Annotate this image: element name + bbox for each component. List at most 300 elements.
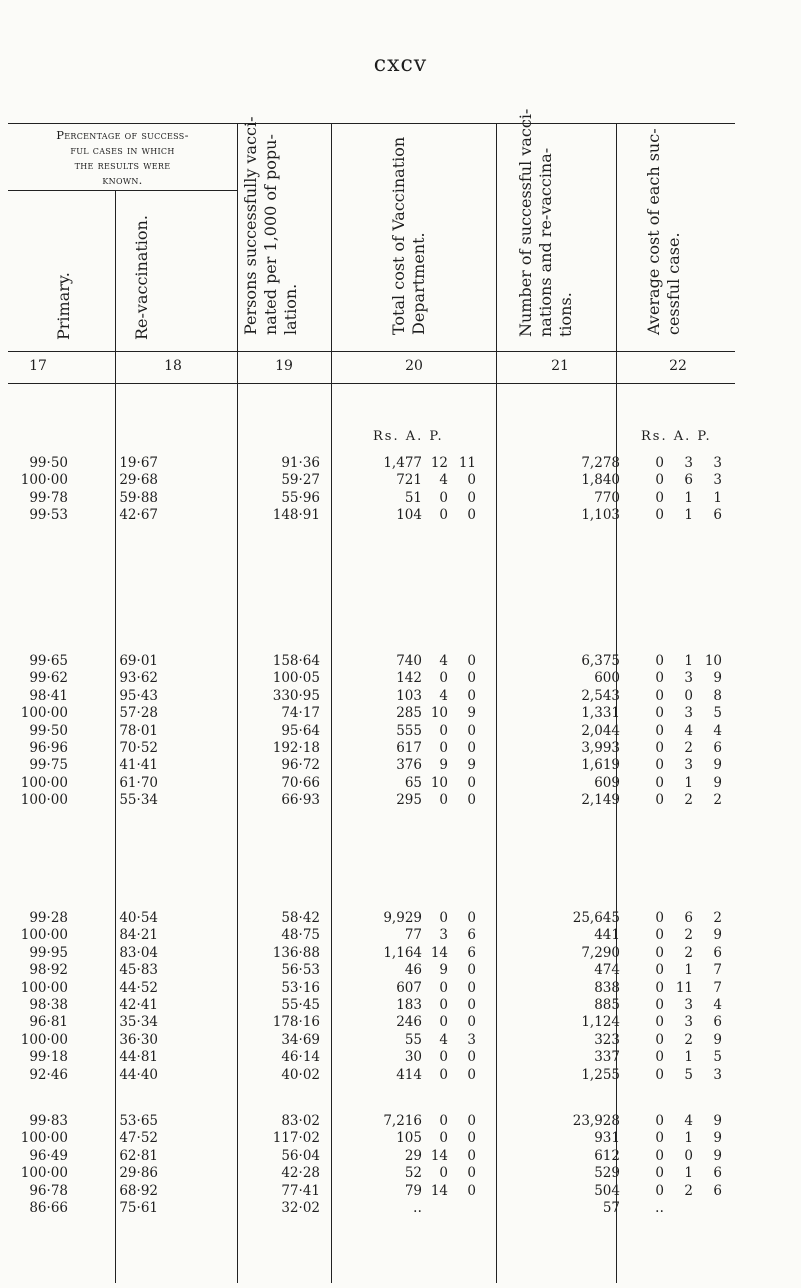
total-cost-pies-cell: 3 bbox=[467, 1031, 476, 1048]
table-row bbox=[8, 455, 735, 472]
total-cost-annas-cell: 0 bbox=[439, 722, 448, 739]
successful-vaccinations-cell: 441 bbox=[594, 927, 620, 944]
total-cost-rupees-cell: 7,216 bbox=[383, 1113, 422, 1129]
average-cost-pies-cell: 3 bbox=[713, 1066, 722, 1083]
average-cost-annas-cell: 2 bbox=[684, 792, 693, 809]
average-cost-annas-cell: 3 bbox=[684, 705, 693, 722]
successful-vaccinations-cell: 2,543 bbox=[581, 687, 620, 704]
table-row bbox=[8, 1165, 735, 1182]
average-cost-rupees-cell: 0 bbox=[655, 722, 664, 739]
successful-vaccinations-cell: 931 bbox=[594, 1130, 620, 1147]
total-cost-annas-cell: 0 bbox=[439, 1165, 448, 1182]
total-cost-rupees-cell: 607 bbox=[396, 979, 422, 996]
per-thousand-cell: 42·28 bbox=[281, 1165, 320, 1182]
average-cost-annas-cell: 1 bbox=[684, 774, 693, 791]
average-cost-pies-cell: 2 bbox=[713, 792, 722, 809]
revaccination-percent-cell: 55·34 bbox=[119, 792, 158, 809]
successful-vaccinations-cell: 7,290 bbox=[581, 944, 620, 961]
successful-vaccinations-cell: 474 bbox=[594, 962, 620, 979]
average-cost-pies-cell: 6 bbox=[713, 1014, 722, 1031]
col-number: 17 bbox=[29, 358, 47, 374]
total-cost-rupees-cell: 29 bbox=[404, 1147, 422, 1164]
total-cost-pies-cell: 0 bbox=[467, 1014, 476, 1031]
total-cost-pies-cell: 9 bbox=[467, 757, 476, 774]
average-cost-rupees-cell: ‥ bbox=[654, 1200, 664, 1216]
average-cost-pies-cell: 5 bbox=[713, 705, 722, 722]
total-cost-pies-cell: 11 bbox=[458, 455, 476, 471]
average-cost-annas-cell: 4 bbox=[684, 1113, 693, 1129]
average-cost-pies-cell: 9 bbox=[713, 927, 722, 944]
successful-vaccinations-cell: 1,331 bbox=[581, 705, 620, 722]
successful-vaccinations-cell: 1,255 bbox=[581, 1066, 620, 1083]
total-cost-rupees-cell: 105 bbox=[396, 1130, 422, 1147]
total-cost-annas-cell: 0 bbox=[439, 740, 448, 756]
average-cost-pies-cell: 5 bbox=[713, 1049, 722, 1066]
average-cost-annas-cell: 6 bbox=[684, 472, 693, 489]
col21-title bbox=[516, 109, 576, 337]
colnum-bottom-rule bbox=[8, 383, 735, 384]
revaccination-percent-cell: 40·54 bbox=[119, 910, 158, 926]
top-rule bbox=[8, 123, 735, 124]
average-cost-rupees-cell: 0 bbox=[655, 1014, 664, 1031]
average-cost-rupees-cell: 0 bbox=[655, 653, 664, 669]
revaccination-percent-cell: 47·52 bbox=[119, 1130, 158, 1147]
average-cost-annas-cell: 0 bbox=[684, 1147, 693, 1164]
primary-percent-cell: 100·00 bbox=[20, 927, 68, 944]
col-number: 21 bbox=[551, 358, 569, 374]
table-row bbox=[8, 1067, 735, 1084]
average-cost-annas-cell: 3 bbox=[684, 997, 693, 1013]
table-row bbox=[8, 927, 735, 944]
group-header-line: the results were bbox=[74, 158, 171, 172]
average-cost-pies-cell: 10 bbox=[704, 653, 722, 669]
average-cost-annas-cell: 2 bbox=[684, 1031, 693, 1048]
per-thousand-cell: 95·64 bbox=[281, 722, 320, 739]
table-row bbox=[8, 670, 735, 687]
successful-vaccinations-cell: 609 bbox=[594, 774, 620, 791]
total-cost-pies-cell: 0 bbox=[467, 1113, 476, 1129]
per-thousand-cell: 58·42 bbox=[281, 910, 320, 926]
per-thousand-cell: 32·02 bbox=[281, 1200, 320, 1216]
average-cost-pies-cell: 9 bbox=[713, 670, 722, 687]
successful-vaccinations-cell: 838 bbox=[594, 979, 620, 996]
revaccination-percent-cell: 36·30 bbox=[119, 1031, 158, 1048]
average-cost-rupees-cell: 0 bbox=[655, 1130, 664, 1147]
table-row bbox=[8, 1049, 735, 1066]
total-cost-annas-cell: 0 bbox=[439, 670, 448, 687]
per-thousand-cell: 56·04 bbox=[281, 1147, 320, 1164]
total-cost-pies-cell: 0 bbox=[467, 792, 476, 809]
group-header-line: known. bbox=[102, 173, 143, 187]
revaccination-percent-cell: 45·83 bbox=[119, 962, 158, 979]
total-cost-rupees-cell: 285 bbox=[396, 705, 422, 722]
per-thousand-cell: 59·27 bbox=[281, 472, 320, 489]
total-cost-annas-cell: 0 bbox=[439, 1066, 448, 1083]
total-cost-rupees-cell: 414 bbox=[396, 1066, 422, 1083]
primary-percent-cell: 99·28 bbox=[29, 910, 68, 926]
total-cost-annas-cell: 0 bbox=[439, 792, 448, 809]
total-cost-annas-cell: 0 bbox=[439, 1014, 448, 1031]
primary-percent-cell: 99·65 bbox=[29, 653, 68, 669]
col20-title-line: Total cost of Vaccination bbox=[389, 136, 408, 335]
average-cost-annas-cell: 1 bbox=[684, 1130, 693, 1147]
per-thousand-cell: 117·02 bbox=[272, 1130, 320, 1147]
average-cost-annas-cell: 5 bbox=[684, 1066, 693, 1083]
revaccination-percent-cell: 53·65 bbox=[119, 1113, 158, 1129]
average-cost-rupees-cell: 0 bbox=[655, 944, 664, 961]
table-row bbox=[8, 945, 735, 962]
total-cost-pies-cell: 0 bbox=[467, 740, 476, 756]
total-cost-pies-cell: 0 bbox=[467, 1130, 476, 1147]
average-cost-rupees-cell: 0 bbox=[655, 1066, 664, 1083]
per-thousand-cell: 100·05 bbox=[272, 670, 320, 687]
total-cost-annas-cell: 4 bbox=[439, 1031, 448, 1048]
total-cost-rupees-cell: ‥ bbox=[412, 1200, 422, 1216]
col21-title-line: Number of successful vacci- bbox=[516, 108, 535, 337]
table-row bbox=[8, 792, 735, 809]
total-cost-annas-cell: 14 bbox=[430, 1147, 448, 1164]
per-thousand-cell: 192·18 bbox=[272, 740, 320, 756]
per-thousand-cell: 178·16 bbox=[272, 1014, 320, 1031]
total-cost-annas-cell: 0 bbox=[439, 507, 448, 524]
total-cost-annas-cell: 0 bbox=[439, 910, 448, 926]
revaccination-percent-cell: 29·86 bbox=[119, 1165, 158, 1182]
total-cost-annas-cell: 14 bbox=[430, 1182, 448, 1199]
revaccination-percent-cell: 42·41 bbox=[119, 997, 158, 1013]
successful-vaccinations-cell: 770 bbox=[594, 489, 620, 506]
primary-percent-cell: 100·00 bbox=[20, 1130, 68, 1147]
per-thousand-cell: 77·41 bbox=[281, 1182, 320, 1199]
total-cost-pies-cell: 0 bbox=[467, 962, 476, 979]
col20-title bbox=[389, 137, 429, 335]
table-row bbox=[8, 1130, 735, 1147]
average-cost-pies-cell: 7 bbox=[713, 962, 722, 979]
total-cost-annas-cell: 4 bbox=[439, 472, 448, 489]
primary-percent-cell: 99·78 bbox=[29, 489, 68, 506]
average-cost-pies-cell: 6 bbox=[713, 1182, 722, 1199]
revaccination-percent-cell: 44·81 bbox=[119, 1049, 158, 1066]
revaccination-percent-cell: 95·43 bbox=[119, 687, 158, 704]
average-cost-annas-cell: 2 bbox=[684, 1182, 693, 1199]
average-cost-rupees-cell: 0 bbox=[655, 910, 664, 926]
revaccination-percent-cell: 44·40 bbox=[119, 1066, 158, 1083]
average-cost-annas-cell: 1 bbox=[684, 507, 693, 524]
primary-percent-cell: 100·00 bbox=[20, 792, 68, 809]
primary-percent-cell: 100·00 bbox=[20, 472, 68, 489]
average-cost-annas-cell: 0 bbox=[684, 687, 693, 704]
group-header-line: ful cases in which bbox=[70, 143, 175, 157]
total-cost-rupees-cell: 1,477 bbox=[383, 455, 422, 471]
average-cost-rupees-cell: 0 bbox=[655, 455, 664, 471]
primary-percent-cell: 99·75 bbox=[29, 757, 68, 774]
average-cost-rupees-cell: 0 bbox=[655, 792, 664, 809]
primary-percent-cell: 99·18 bbox=[29, 1049, 68, 1066]
average-cost-rupees-cell: 0 bbox=[655, 705, 664, 722]
unit-rupees-annas-pies: Rs. A. P. bbox=[641, 429, 712, 444]
col-number: 18 bbox=[164, 358, 182, 374]
primary-percent-cell: 100·00 bbox=[20, 1031, 68, 1048]
per-thousand-cell: 96·72 bbox=[281, 757, 320, 774]
average-cost-rupees-cell: 0 bbox=[655, 979, 664, 996]
total-cost-pies-cell: 0 bbox=[467, 687, 476, 704]
average-cost-pies-cell: 3 bbox=[713, 455, 722, 471]
revaccination-percent-cell: 69·01 bbox=[119, 653, 158, 669]
vaccination-table bbox=[8, 108, 735, 1283]
table-row bbox=[8, 653, 735, 670]
successful-vaccinations-cell: 2,044 bbox=[581, 722, 620, 739]
average-cost-annas-cell: 1 bbox=[684, 962, 693, 979]
col22-title-line: cessful case. bbox=[664, 232, 683, 335]
primary-percent-cell: 98·38 bbox=[29, 997, 68, 1013]
revaccination-percent-cell: 70·52 bbox=[119, 740, 158, 756]
total-cost-pies-cell: 0 bbox=[467, 1147, 476, 1164]
average-cost-rupees-cell: 0 bbox=[655, 774, 664, 791]
primary-percent-cell: 99·50 bbox=[29, 455, 68, 471]
successful-vaccinations-cell: 600 bbox=[594, 670, 620, 687]
total-cost-rupees-cell: 52 bbox=[404, 1165, 422, 1182]
col19-title-line: Persons successfully vacci- bbox=[241, 116, 260, 335]
per-thousand-cell: 56·53 bbox=[281, 962, 320, 979]
per-thousand-cell: 46·14 bbox=[281, 1049, 320, 1066]
col-number: 19 bbox=[275, 358, 293, 374]
total-cost-pies-cell: 9 bbox=[467, 705, 476, 722]
table-row bbox=[8, 997, 735, 1014]
table-row bbox=[8, 490, 735, 507]
revaccination-percent-cell: 41·41 bbox=[119, 757, 158, 774]
total-cost-annas-cell: 0 bbox=[439, 997, 448, 1013]
average-cost-annas-cell: 6 bbox=[684, 910, 693, 926]
total-cost-annas-cell: 14 bbox=[430, 944, 448, 961]
primary-percent-cell: 99·83 bbox=[29, 1113, 68, 1129]
header-bottom-rule bbox=[8, 351, 735, 352]
col19-title bbox=[241, 116, 301, 335]
primary-percent-cell: 99·62 bbox=[29, 670, 68, 687]
average-cost-pies-cell: 9 bbox=[713, 1130, 722, 1147]
average-cost-pies-cell: 9 bbox=[713, 1147, 722, 1164]
average-cost-rupees-cell: 0 bbox=[655, 1182, 664, 1199]
primary-percent-cell: 100·00 bbox=[20, 1165, 68, 1182]
average-cost-rupees-cell: 0 bbox=[655, 1113, 664, 1129]
table-row bbox=[8, 775, 735, 792]
primary-percent-cell: 92·46 bbox=[29, 1066, 68, 1083]
average-cost-pies-cell: 9 bbox=[713, 774, 722, 791]
successful-vaccinations-cell: 57 bbox=[602, 1200, 620, 1216]
group-header bbox=[8, 128, 237, 188]
col21-title-line: tions. bbox=[556, 292, 575, 337]
average-cost-pies-cell: 4 bbox=[713, 722, 722, 739]
successful-vaccinations-cell: 25,645 bbox=[572, 910, 620, 926]
total-cost-pies-cell: 0 bbox=[467, 472, 476, 489]
table-row bbox=[8, 472, 735, 489]
successful-vaccinations-cell: 6,375 bbox=[581, 653, 620, 669]
total-cost-pies-cell: 6 bbox=[467, 944, 476, 961]
total-cost-pies-cell: 0 bbox=[467, 979, 476, 996]
average-cost-rupees-cell: 0 bbox=[655, 670, 664, 687]
average-cost-pies-cell: 3 bbox=[713, 472, 722, 489]
revaccination-percent-cell: 68·92 bbox=[119, 1182, 158, 1199]
primary-percent-cell: 98·92 bbox=[29, 962, 68, 979]
table-row bbox=[8, 757, 735, 774]
per-thousand-cell: 136·88 bbox=[272, 944, 320, 961]
revaccination-percent-cell: 83·04 bbox=[119, 944, 158, 961]
revaccination-percent-cell: 59·88 bbox=[119, 489, 158, 506]
table-row bbox=[8, 740, 735, 757]
revaccination-percent-cell: 62·81 bbox=[119, 1147, 158, 1164]
table-row bbox=[8, 910, 735, 927]
primary-percent-cell: 99·50 bbox=[29, 722, 68, 739]
col22-title-line: Average cost of each suc- bbox=[644, 128, 663, 335]
successful-vaccinations-cell: 323 bbox=[594, 1031, 620, 1048]
total-cost-pies-cell: 0 bbox=[467, 670, 476, 687]
table-row bbox=[8, 1032, 735, 1049]
average-cost-rupees-cell: 0 bbox=[655, 927, 664, 944]
average-cost-rupees-cell: 0 bbox=[655, 962, 664, 979]
table-row bbox=[8, 1183, 735, 1200]
primary-percent-cell: 96·49 bbox=[29, 1147, 68, 1164]
per-thousand-cell: 74·17 bbox=[281, 705, 320, 722]
total-cost-rupees-cell: 740 bbox=[396, 653, 422, 669]
revaccination-percent-cell: 44·52 bbox=[119, 979, 158, 996]
total-cost-annas-cell: 12 bbox=[430, 455, 448, 471]
total-cost-rupees-cell: 376 bbox=[396, 757, 422, 774]
primary-percent-cell: 98·41 bbox=[29, 687, 68, 704]
per-thousand-cell: 70·66 bbox=[281, 774, 320, 791]
average-cost-rupees-cell: 0 bbox=[655, 1165, 664, 1182]
total-cost-pies-cell: 0 bbox=[467, 1049, 476, 1066]
revaccination-percent-cell: 57·28 bbox=[119, 705, 158, 722]
table-row bbox=[8, 688, 735, 705]
average-cost-annas-cell: 1 bbox=[684, 489, 693, 506]
successful-vaccinations-cell: 2,149 bbox=[581, 792, 620, 809]
average-cost-annas-cell: 1 bbox=[684, 653, 693, 669]
total-cost-annas-cell: 0 bbox=[439, 1130, 448, 1147]
total-cost-rupees-cell: 55 bbox=[404, 1031, 422, 1048]
successful-vaccinations-cell: 1,840 bbox=[581, 472, 620, 489]
revaccination-percent-cell: 35·34 bbox=[119, 1014, 158, 1031]
total-cost-annas-cell: 10 bbox=[430, 774, 448, 791]
total-cost-rupees-cell: 1,164 bbox=[383, 944, 422, 961]
revaccination-percent-cell: 78·01 bbox=[119, 722, 158, 739]
total-cost-rupees-cell: 103 bbox=[396, 687, 422, 704]
total-cost-rupees-cell: 104 bbox=[396, 507, 422, 524]
successful-vaccinations-cell: 1,103 bbox=[581, 507, 620, 524]
total-cost-rupees-cell: 77 bbox=[404, 927, 422, 944]
average-cost-pies-cell: 6 bbox=[713, 507, 722, 524]
total-cost-annas-cell: 0 bbox=[439, 489, 448, 506]
unit-rupees-annas-pies: Rs. A. P. bbox=[373, 429, 444, 444]
per-thousand-cell: 66·93 bbox=[281, 792, 320, 809]
average-cost-pies-cell: 9 bbox=[713, 1113, 722, 1129]
successful-vaccinations-cell: 504 bbox=[594, 1182, 620, 1199]
average-cost-pies-cell: 1 bbox=[713, 489, 722, 506]
primary-percent-cell: 100·00 bbox=[20, 705, 68, 722]
total-cost-annas-cell: 3 bbox=[439, 927, 448, 944]
revaccination-percent-cell: 19·67 bbox=[119, 455, 158, 471]
average-cost-pies-cell: 6 bbox=[713, 740, 722, 756]
successful-vaccinations-cell: 1,619 bbox=[581, 757, 620, 774]
table-row bbox=[8, 980, 735, 997]
average-cost-rupees-cell: 0 bbox=[655, 687, 664, 704]
per-thousand-cell: 330·95 bbox=[272, 687, 320, 704]
average-cost-annas-cell: 2 bbox=[684, 740, 693, 756]
average-cost-annas-cell: 3 bbox=[684, 455, 693, 471]
average-cost-pies-cell: 7 bbox=[713, 979, 722, 996]
average-cost-pies-cell: 8 bbox=[713, 687, 722, 704]
average-cost-annas-cell: 2 bbox=[684, 944, 693, 961]
average-cost-rupees-cell: 0 bbox=[655, 489, 664, 506]
average-cost-rupees-cell: 0 bbox=[655, 997, 664, 1013]
average-cost-annas-cell: 1 bbox=[684, 1165, 693, 1182]
total-cost-rupees-cell: 246 bbox=[396, 1014, 422, 1031]
average-cost-rupees-cell: 0 bbox=[655, 507, 664, 524]
col21-title-line: nations and re-vaccina- bbox=[536, 147, 555, 337]
per-thousand-cell: 40·02 bbox=[281, 1066, 320, 1083]
average-cost-annas-cell: 3 bbox=[684, 670, 693, 687]
total-cost-pies-cell: 0 bbox=[467, 507, 476, 524]
col20-title-line: Department. bbox=[409, 232, 428, 335]
revaccination-percent-cell: 84·21 bbox=[119, 927, 158, 944]
col17-title: Primary. bbox=[54, 272, 73, 340]
total-cost-rupees-cell: 79 bbox=[404, 1182, 422, 1199]
table-row bbox=[8, 1014, 735, 1031]
revaccination-percent-cell: 42·67 bbox=[119, 507, 158, 524]
col18-title: Re-vaccination. bbox=[132, 215, 151, 340]
primary-percent-cell: 86·66 bbox=[29, 1200, 68, 1216]
table-row bbox=[8, 723, 735, 740]
total-cost-annas-cell: 9 bbox=[439, 962, 448, 979]
table-row bbox=[8, 507, 735, 524]
per-thousand-cell: 48·75 bbox=[281, 927, 320, 944]
total-cost-annas-cell: 0 bbox=[439, 1049, 448, 1066]
total-cost-annas-cell: 9 bbox=[439, 757, 448, 774]
primary-percent-cell: 99·53 bbox=[29, 507, 68, 524]
average-cost-rupees-cell: 0 bbox=[655, 757, 664, 774]
average-cost-pies-cell: 2 bbox=[713, 910, 722, 926]
total-cost-annas-cell: 0 bbox=[439, 1113, 448, 1129]
group-header-line: Percentage of success- bbox=[56, 128, 189, 142]
total-cost-pies-cell: 6 bbox=[467, 927, 476, 944]
total-cost-annas-cell: 4 bbox=[439, 653, 448, 669]
col19-title-line: nated per 1,000 of popu- bbox=[261, 134, 280, 335]
col-number: 22 bbox=[669, 358, 687, 374]
total-cost-pies-cell: 0 bbox=[467, 1165, 476, 1182]
total-cost-rupees-cell: 46 bbox=[404, 962, 422, 979]
primary-percent-cell: 96·81 bbox=[29, 1014, 68, 1031]
revaccination-percent-cell: 61·70 bbox=[119, 774, 158, 791]
per-thousand-cell: 55·45 bbox=[281, 997, 320, 1013]
total-cost-annas-cell: 10 bbox=[430, 705, 448, 722]
total-cost-rupees-cell: 65 bbox=[404, 774, 422, 791]
primary-percent-cell: 100·00 bbox=[20, 774, 68, 791]
average-cost-annas-cell: 2 bbox=[684, 927, 693, 944]
total-cost-pies-cell: 0 bbox=[467, 910, 476, 926]
average-cost-annas-cell: 11 bbox=[675, 979, 693, 996]
per-thousand-cell: 91·36 bbox=[281, 455, 320, 471]
table-row bbox=[8, 1148, 735, 1165]
average-cost-pies-cell: 6 bbox=[713, 1165, 722, 1182]
successful-vaccinations-cell: 7,278 bbox=[581, 455, 620, 471]
average-cost-rupees-cell: 0 bbox=[655, 472, 664, 489]
per-thousand-cell: 83·02 bbox=[281, 1113, 320, 1129]
total-cost-rupees-cell: 721 bbox=[396, 472, 422, 489]
average-cost-pies-cell: 4 bbox=[713, 997, 722, 1013]
average-cost-rupees-cell: 0 bbox=[655, 1049, 664, 1066]
table-row bbox=[8, 1113, 735, 1130]
successful-vaccinations-cell: 885 bbox=[594, 997, 620, 1013]
successful-vaccinations-cell: 337 bbox=[594, 1049, 620, 1066]
total-cost-rupees-cell: 142 bbox=[396, 670, 422, 687]
total-cost-annas-cell: 4 bbox=[439, 687, 448, 704]
